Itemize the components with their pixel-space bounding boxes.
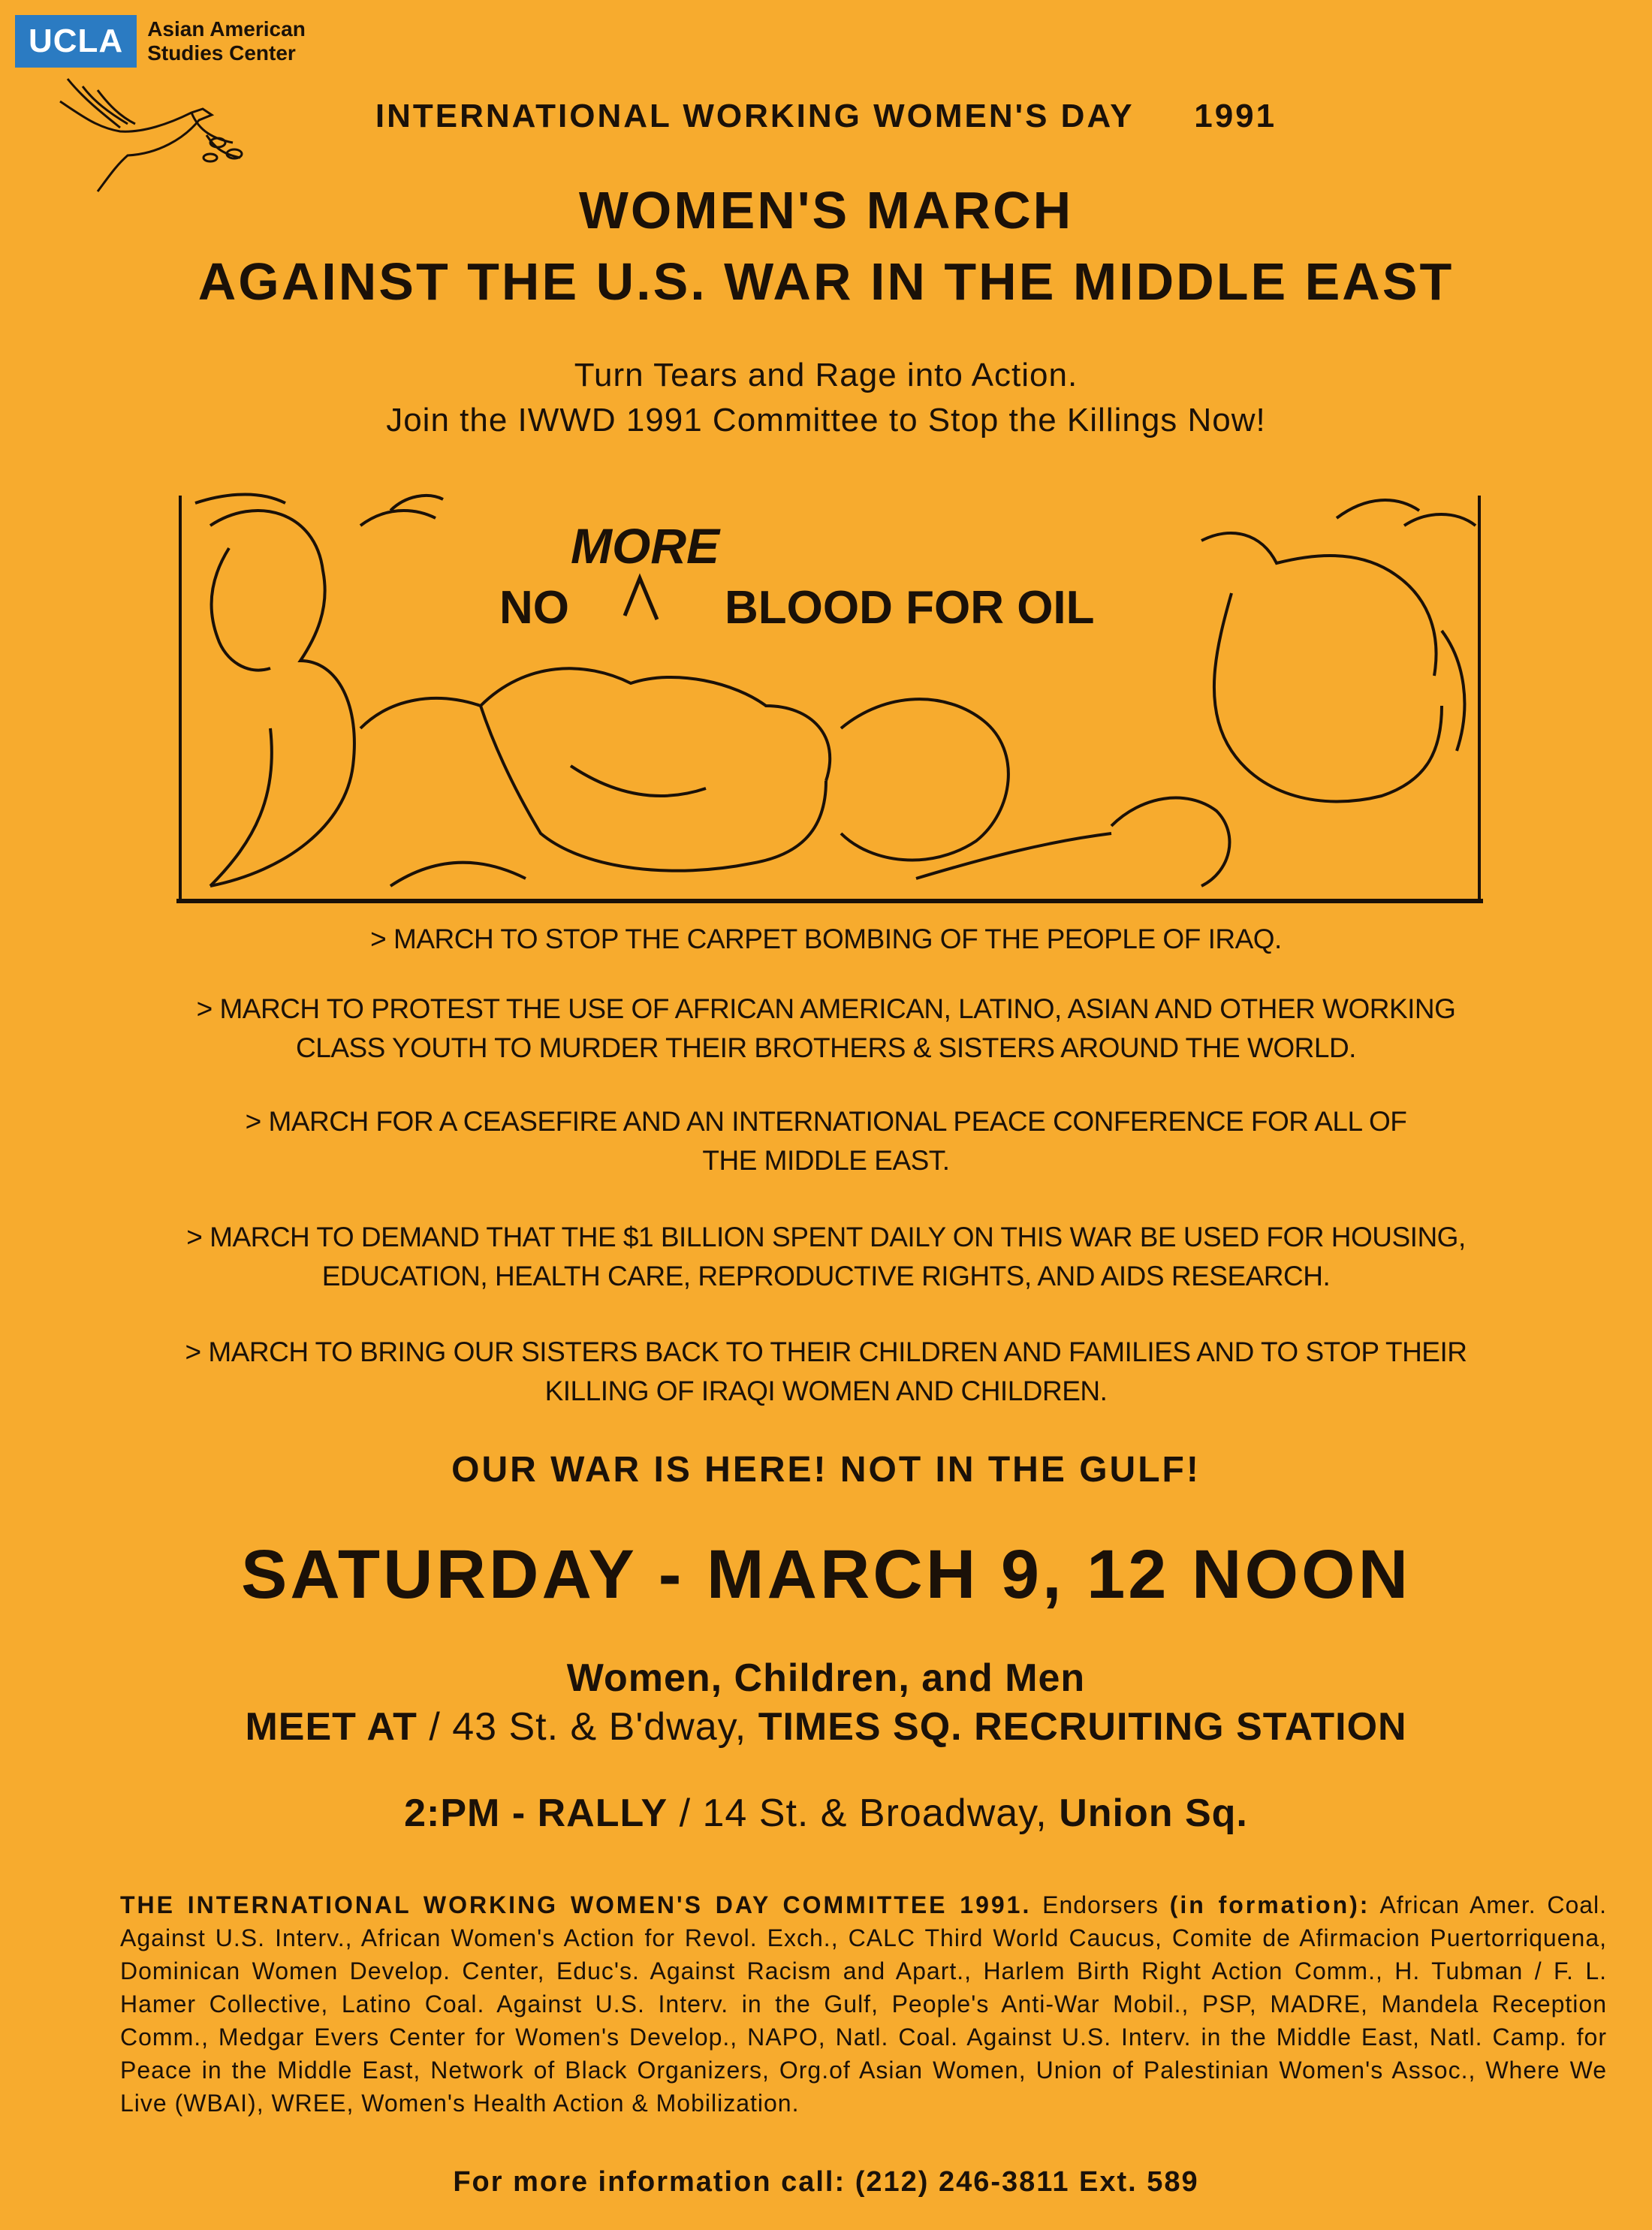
center-name-line2: Studies Center (147, 41, 296, 65)
demand-2-line2: CLASS YOUTH TO MURDER THEIR BROTHERS & SISTERS AROUND THE WORLD. (296, 1032, 1356, 1063)
reclining-figures-illustration (360, 668, 1111, 886)
meet-place: TIMES SQ. RECRUITING STATION (758, 1705, 1407, 1749)
banner-frame (180, 496, 1479, 901)
demand-2-line1: > MARCH TO PROTEST THE USE OF AFRICAN AMERICAN, LATINO, ASIAN AND OTHER WORKING (196, 993, 1456, 1024)
endorsers-block (120, 1888, 1607, 2120)
endorsers-label: Endorsers (1042, 1891, 1159, 1918)
demand-5-line1: > MARCH TO BRING OUR SISTERS BACK TO THEIR CHILDREN AND FAMILIES AND TO STOP THEIR (185, 1336, 1467, 1367)
audience: Women, Children, and Men (566, 1656, 1086, 1700)
no-more-blood-for-oil-illustration (165, 481, 1487, 909)
endorsers-list: African Amer. Coal. Against U.S. Interv., African Women's Action for Revol. Exch., CALC Third World Caucus, Comite de Afirmacion Puertorriquena, Dominican Women Develop. Center, Educ's. Against Racism and Apart., Harlem Birth Right Action Comm., H. Tubman / F. L. Hamer Collective, Latino Coal. Against U.S. Interv. in the Gulf, People's Anti-War Mobil., PSP, MADRE, Mandela Reception Comm., Medgar Evers Center for Women's Develop., NAPO, Natl. Coal. Against U.S. Interv. in the Middle East, Natl. Camp. for Peace in the Middle East, Network of Black Organizers, Org.of Asian Women, Union of Palestinian Women's Assoc., Where We Live (WBAI), WREE, Women's Health Action & Mobilization. (120, 1891, 1608, 2117)
title-line1: WOMEN'S MARCH (578, 181, 1074, 240)
center-name (147, 17, 306, 65)
formation-note: (in formation): (1169, 1891, 1370, 1918)
demand-1: > MARCH TO STOP THE CARPET BOMBING OF THE PEOPLE OF IRAQ. (370, 924, 1282, 954)
ucla-logo: UCLA (15, 15, 137, 68)
insertion-caret (625, 578, 657, 619)
meet-location: / 43 St. & B'dway, (429, 1705, 747, 1749)
meet-line (0, 1704, 1652, 1749)
woman-illustration-left (195, 494, 443, 886)
committee-name: THE INTERNATIONAL WORKING WOMEN'S DAY COMMITTEE 1991. (120, 1891, 1032, 1918)
tagline-line1: Turn Tears and Rage into Action. (574, 357, 1078, 393)
tagline-line2: Join the IWWD 1991 Committee to Stop the Killings Now! (386, 402, 1266, 438)
title-line2: AGAINST THE U.S. WAR IN THE MIDDLE EAST (197, 252, 1455, 311)
event-date-time: SATURDAY - MARCH 9, 12 NOON (240, 1536, 1412, 1613)
meet-label: MEET AT (245, 1705, 418, 1749)
rally-location: / 14 St. & Broadway, (679, 1792, 1048, 1835)
demand-3-line1: > MARCH FOR A CEASEFIRE AND AN INTERNATIONAL PEACE CONFERENCE FOR ALL OF (245, 1106, 1407, 1137)
event-line: INTERNATIONAL WORKING WOMEN'S DAY (375, 98, 1134, 134)
event-year: 1991 (1194, 98, 1277, 134)
rally-line (0, 1791, 1652, 1836)
banner-word-no: NO (499, 582, 569, 634)
demand-4-line2: EDUCATION, HEALTH CARE, REPRODUCTIVE RIGHTS, AND AIDS RESEARCH. (321, 1261, 1331, 1291)
demand-5-line2: KILLING OF IRAQI WOMEN AND CHILDREN. (544, 1376, 1108, 1406)
event-heading (0, 98, 1652, 135)
banner-word-more: MORE (571, 518, 719, 574)
slogan: OUR WAR IS HERE! NOT IN THE GULF! (451, 1450, 1201, 1490)
contact-info: For more information call: (212) 246-3811 Ext. 589 (453, 2166, 1199, 2198)
banner-slogan-rest: BLOOD FOR OIL (725, 582, 1095, 634)
rally-label: 2:PM - RALLY (404, 1792, 668, 1835)
ucla-badge (15, 15, 306, 68)
rally-place: Union Sq. (1059, 1792, 1248, 1835)
center-name-line1: Asian American (147, 17, 306, 41)
demand-4-line1: > MARCH TO DEMAND THAT THE $1 BILLION SPENT DAILY ON THIS WAR BE USED FOR HOUSING, (186, 1222, 1466, 1252)
demand-3-line2: THE MIDDLE EAST. (702, 1145, 950, 1176)
woman-plant-illustration-right (1111, 500, 1476, 886)
